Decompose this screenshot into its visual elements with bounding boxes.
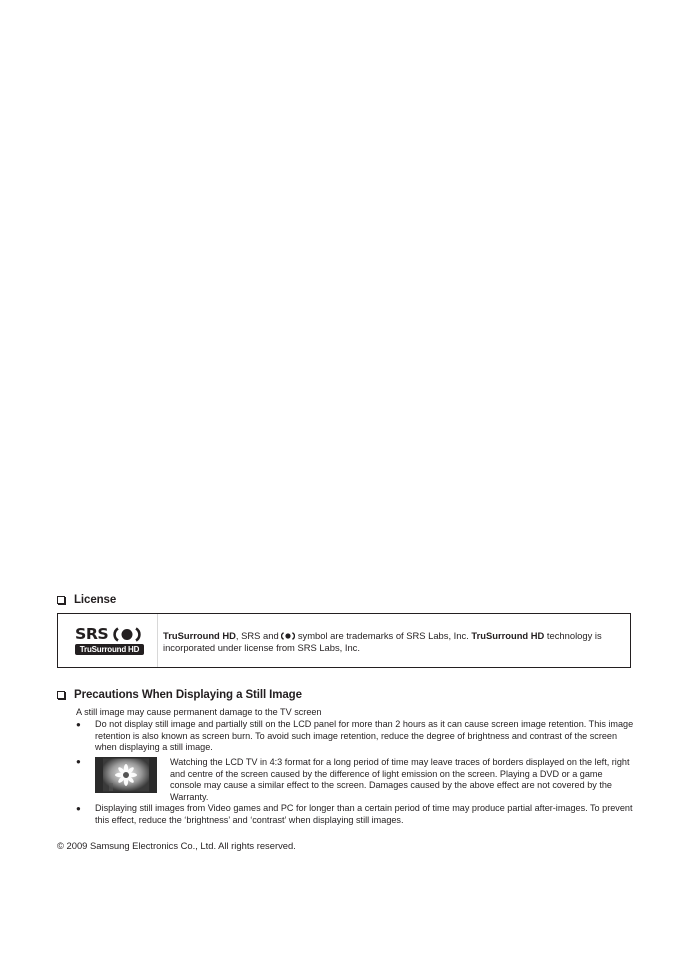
trusurround-hd-bold: TruSurround HD — [163, 630, 236, 641]
license-heading — [57, 594, 116, 606]
license-title: License — [74, 594, 117, 606]
trusurround-hd-badge: TruSurround HD — [75, 644, 144, 655]
bullet-icon: ● — [76, 720, 81, 729]
checkbox-icon — [57, 691, 65, 699]
precaution-item-1: Do not display still image and partially still on the LCD panel for more than 2 hours as it can cause screen image retention. This image retention is also known as screen burn. To avoid such image retention, reduce the degree of brightness and contrast of the screen when displaying a still image. — [95, 719, 634, 752]
precaution-item-2: Watching the LCD TV in 4:3 format for a long period of time may leave traces of borders displayed on the left, right and centre of the screen caused by the difference of light emission on the screen. Playing a DVD or a game console may cause a similar effect to the screen. Damages caused by the above effect are not covered by the Warranty. — [170, 757, 630, 802]
license-box — [57, 613, 631, 668]
license-text — [163, 630, 623, 654]
precautions-title: Precautions When Displaying a Still Image — [74, 689, 302, 701]
precautions-intro: A still image may cause permanent damage to the TV screen — [76, 707, 322, 717]
license-text-part-3: technology is incorporated under license from SRS Labs, Inc. — [163, 630, 602, 653]
srs-circle-symbol-icon — [113, 627, 141, 642]
copyright-notice: © 2009 Samsung Electronics Co., Ltd. All rights reserved. — [57, 840, 296, 851]
bullet-icon: ● — [76, 804, 81, 813]
checkbox-icon — [57, 596, 65, 604]
srs-logo-text: SRS — [75, 625, 109, 643]
license-text-part-1: , SRS and — [235, 630, 282, 641]
still-image-illustration — [95, 757, 157, 793]
license-divider — [157, 614, 158, 667]
bullet-icon: ● — [76, 757, 81, 766]
srs-trusurround-logo — [75, 627, 145, 656]
precaution-item-3: Displaying still images from Video games and PC for longer than a certain period of time may produce partial after-images. To prevent this effect, reduce the ‘brightness’ and ‘contrast’ when displaying still images. — [95, 803, 633, 825]
precautions-heading — [57, 689, 302, 701]
srs-inline-symbol-icon — [281, 632, 295, 640]
trusurround-hd-bold-2: TruSurround HD — [471, 630, 545, 641]
license-text-part-2: symbol are trademarks of SRS Labs, Inc. — [295, 630, 472, 641]
